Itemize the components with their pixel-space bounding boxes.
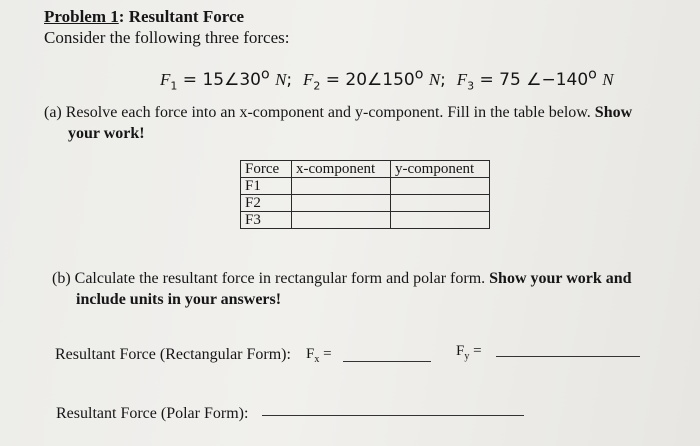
part-a-emphasis-1: Show [594, 104, 633, 121]
fx-answer-blank[interactable] [343, 361, 431, 362]
title-colon: : [118, 7, 125, 26]
problem-title [44, 7, 244, 27]
answer-cell[interactable] [292, 212, 391, 229]
polar-answer-blank[interactable] [262, 415, 524, 416]
answer-cell[interactable] [391, 212, 490, 229]
table-row [241, 195, 490, 212]
header-x-component: x-component [292, 161, 391, 178]
part-b-emphasis-2: include units in your answers! [76, 291, 282, 308]
part-b-text: (b) Calculate the resultant force in rectangular form and polar form. [52, 270, 486, 287]
fy-answer-blank[interactable] [496, 356, 640, 357]
part-b-instructions [52, 268, 672, 310]
header-y-component: y-component [391, 161, 490, 178]
header-force: Force [241, 161, 292, 178]
row-force-label: F1 [241, 178, 292, 195]
table-header-row [241, 161, 490, 178]
force-f3: $F_3 = 75$ $\angle-140^o$ N [456, 66, 614, 93]
table-row [241, 212, 490, 229]
force-f2: $F_2$ = 20∠150$^o$ N; [302, 66, 446, 93]
answer-cell[interactable] [292, 195, 391, 212]
answer-cell[interactable] [391, 178, 490, 195]
row-force-label: F3 [241, 212, 292, 229]
rectangular-form-label: Resultant Force (Rectangular Form): [55, 346, 291, 363]
part-a-text: (a) Resolve each force into an x-component and y-component. Fill in the table below. [44, 104, 591, 121]
forces-equation [160, 66, 614, 92]
problem-name: Resultant Force [128, 7, 245, 26]
problem-number: Problem 1 [44, 7, 119, 26]
problem-intro: Consider the following three forces: [44, 28, 290, 47]
fx-label: $F_x$ = [306, 346, 332, 365]
fy-label: $F_y$ = [456, 343, 482, 362]
polar-form-label: Resultant Force (Polar Form): [56, 405, 249, 422]
bleed-through-mark [60, 196, 64, 213]
part-b-emphasis-1: Show your work and [489, 270, 632, 287]
table-row [241, 178, 490, 195]
answer-cell[interactable] [292, 178, 391, 195]
force-f1: $F_1$ = 15∠30$^o$ N; [160, 66, 293, 93]
part-a-instructions [44, 102, 654, 144]
force-components-table [240, 160, 490, 229]
row-force-label: F2 [241, 195, 292, 212]
answer-cell[interactable] [391, 195, 490, 212]
part-a-emphasis-2: your work! [68, 125, 145, 142]
